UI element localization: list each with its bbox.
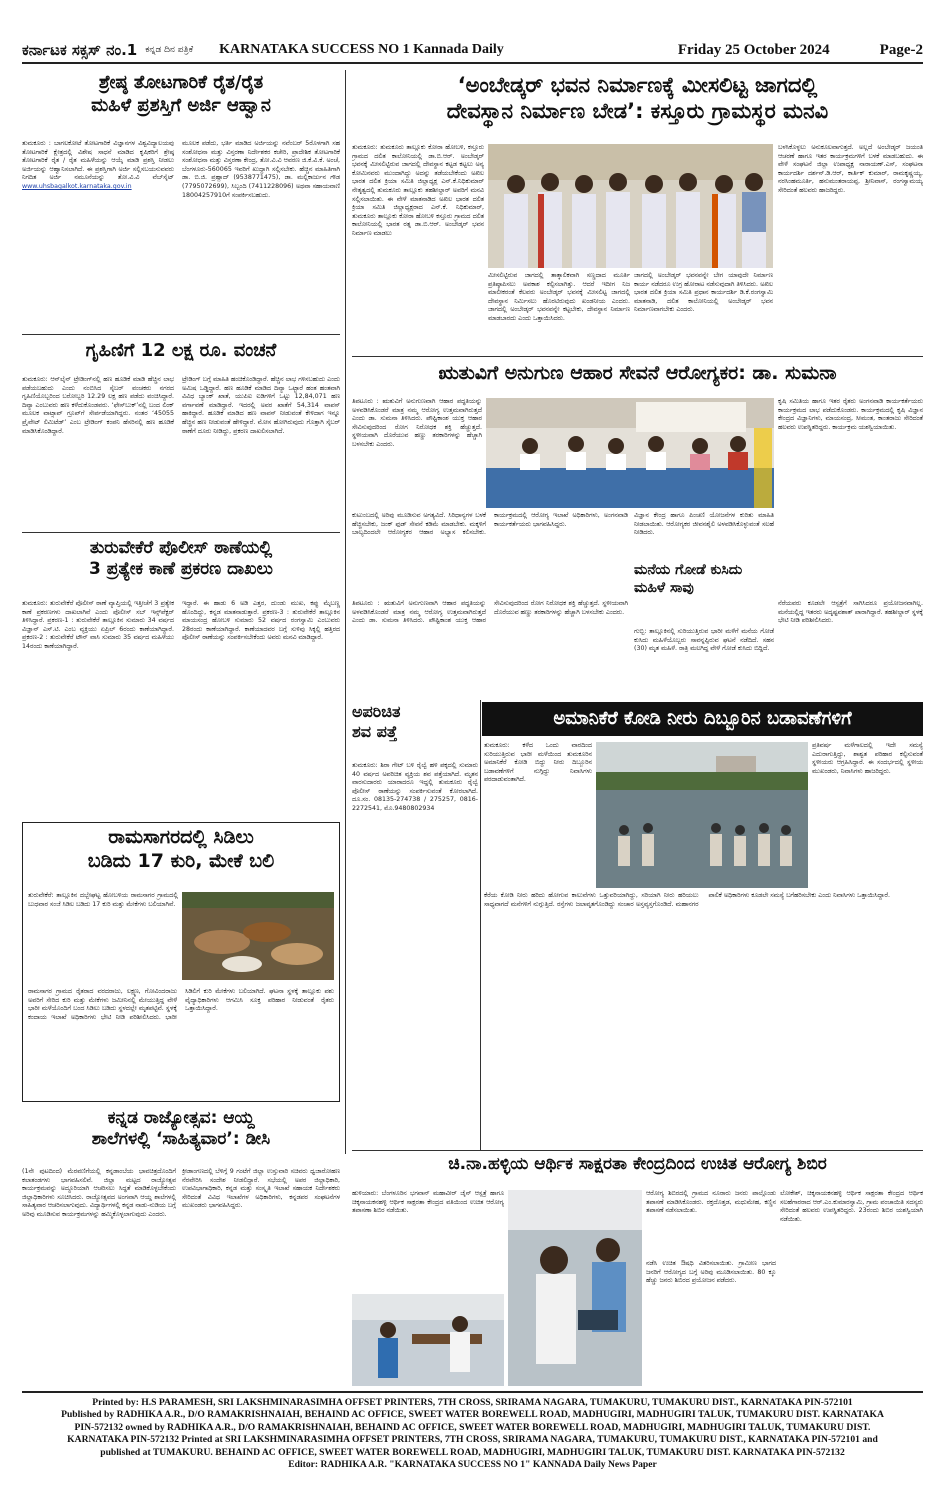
ambedkar-headline-line-1: ‘ಅಂಬೇಡ್ಕರ್ ಭವನ ನಿರ್ಮಾಣಕ್ಕೆ ಮೀಸಲಿಟ್ಟ ಜಾಗದಲ್ಲಿ [457, 73, 818, 97]
unknown-body-text [352, 762, 478, 1062]
issue-date: Friday 25 October 2024 [677, 41, 830, 58]
house-collapse-body-1: ಗುಬ್ಬಿ: ತಾಲ್ಲೂಕಿನಲ್ಲಿ ಸುರಿಯುತ್ತಿರುವ ಭಾರೀ ಮಳೆಗೆ ಮನೆಯ ಗೋಡೆ ಕುಸಿದು ಮಹಿಳೆಯೊಬ್ಬರು ಸಾವನ್ನಪ್ಪಿರುವ ಘಟನೆ ನಡೆದಿದೆ. ಸಹನ (30) ಮೃತ ಮಹಿಳೆ. ರಾತ್ರಿ ಮಲಗಿದ್ದ ವೇಳೆ ಗೋಡೆ ಕುಸಿದು ಬಿದ್ದಿದೆ. [634, 628, 774, 653]
footer-line-6: Editor: RADHIKA A.R. "KARNATAKA SUCCESS NO 1" KANNADA Daily News Paper [288, 1459, 657, 1471]
horticulture-body-2: ಮೂಲಕ ಪಡೆದು, ಭರ್ತಿ ಮಾಡಿದ ಅರ್ಜಿಯನ್ನು ನವೆಂಬರ್ 5ರೊಳಗಾಗಿ ಸಹ ಸಂಶೋಧನಾ ಮತ್ತು ವಿಸ್ತರಣಾ ನಿರ್ದೇಶಕರ ಕಚೇರಿ, ಪ್ರಾದೇಶಿಕ ತೋಟಗಾರಿಕೆ ಸಂಶೋಧನಾ ಮತ್ತು ವಿಸ್ತರಣಾ ಕೇಂದ್ರ, ತೋ.ವಿ.ವಿ ಆವರಣ ಜಿ.ಕೆ.ವಿ.ಕೆ. ಅಂಚೆ, ಬೆಂಗಳೂರು-560065 ಇವರಿಗೆ ಖುದ್ದಾಗಿ ಸಲ್ಲಿಸಬೇಕು. ಹೆಚ್ಚಿನ ಮಾಹಿತಿಗಾಗಿ ಡಾ. ಬಿ.ಜಿ. ಪ್ರಹ್ಲಾದ್ (9538771475), ಡಾ. ಮಲ್ಲಿಕಾರ್ಜುನ ಗೌಡ (7795072699), ಸಿಬ್ಬಂದಿ (7411228096) ಅಥವಾ ಸಹಾಯವಾಣಿ 18004257910ಗೆ ಸಂಪರ್ಕಿಸಬಹುದು. [182, 140, 340, 199]
flood-photo [596, 742, 808, 888]
fraud-body-2: ಟ್ರೇಡಿಂಗ್ ಬಗ್ಗೆ ಮಾಹಿತಿ ಹಂಚಿಕೊಂಡಿದ್ದಾರೆ. ಹೆಚ್ಚಿನ ಲಾಭ ಗಳಿಸಬಹುದು ಎಂದು ಅಮಿಷ ಒಡ್ಡಿದ್ದಾರೆ. ಹಣ ಹೂಡಿಕೆ ಮಾಡಿದ ದಿವ್ಯಾ ಒಟ್ಟಾರೆ ಹಂತ ಹಂತವಾಗಿ ವಿವಿಧ ಬ್ಯಾಂಕ್ ಖಾತೆ, ಯುಪಿಐ ಐಡಿಗಳಿಗೆ ಒಟ್ಟು 12,84,071 ಹಣ ವರ್ಗಾವಣೆ ಮಾಡಿದ್ದಾರೆ. ಇದರಲ್ಲಿ ಅವರ ಖಾತೆಗೆ 54,314 ವಾಪಸ್ ಹಾಕಿದ್ದಾರೆ. ಹೂಡಿಕೆ ಮಾಡಿದ ಹಣ ವಾಪಸ್ ನೀಡುವಂತೆ ಕೇಳಿದಾಗ ಇನ್ನೂ ಹೆಚ್ಚಿನ ಹಣ ನೀಡುವಂತೆ ಹೇಳಿದ್ದಾರೆ. ಮೋಸ ಹೋಗಿರುವುದು ಗೊತ್ತಾಗಿ ಸೈಬರ್ ಠಾಣೆಗೆ ದೂರು ನೀಡಿದ್ದು, ಪ್ರಕರಣ ದಾಖಲಿಸಲಾಗಿದೆ. [182, 376, 340, 435]
amanikere-headline: ಅಮಾನಿಕೆರೆ ಕೋಡಿ ನೀರು ದಿಬ್ಬೂರಿನ ಬಡಾವಣೆಗಳಿಗೆ [482, 702, 923, 736]
horticulture-headline-line-2: ಮಹಿಳೆ ಪ್ರಶಸ್ತಿಗೆ ಅರ್ಜಿ ಆಹ್ವಾನ [91, 94, 271, 116]
fraud-body-1: ತುಮಕೂರು: ಆನ್‌ಲೈನ್ ಟ್ರೇಡಿಂಗ್‌ನಲ್ಲಿ ಹಣ ಹೂಡಿಕೆ ಮಾಡಿ ಹೆಚ್ಚಿನ ಲಾಭ ಪಡೆಯಬಹುದು ಎಂದು ನಂಬಿಸಿದ ಸೈಬರ್ ವಂಚಕರು ನಗರದ ಗೃಹಿಣಿಯೊಬ್ಬರಿಂದ ಬರೋಬ್ಬರಿ 12.29 ಲಕ್ಷ ಹಣ ಪಡೆದು ವಂಚಿಸಿದ್ದಾರೆ. ದಿವ್ಯಾ ಎಂಬುವರು ಹಣ ಕಳೆದುಕೊಂಡವರು. ‘ಫೇಸ್‌ಬುಕ್’ನಲ್ಲಿ ಬಂದ ಲಿಂಕ್ ಮೂಲಕ ವಾಟ್ಸಾಪ್ ಗ್ರೂಪ್‌ಗೆ ಸೇರ್ಪಡೆಯಾಗಿದ್ದರು. ನಂತರ ‘45055 ಪ್ರೈವೇಟ್ ಲಿಮಿಟೆಡ್’ ಎಂಬ ಟ್ರೇಡಿಂಗ್ ಕಂಪನಿ ಹೆಸರಿನಲ್ಲಿ ಹಣ ಹೂಡಿಕೆ ಮಾಡಿಸಿಕೊಂಡಿದ್ದಾರೆ. [22, 376, 174, 435]
horticulture-body-1 [22, 140, 174, 330]
kannada-title: ಕರ್ನಾಟಕ ಸಕ್ಸಸ್ ನಂ.1 [22, 41, 138, 59]
amanikere-body-1: ತುಮಕೂರು: ಕಳೆದ ಒಂದು ವಾರದಿಂದ ಸುರಿಯುತ್ತಿರುವ ಭಾರೀ ಮಳೆಯಿಂದ ತುಮಕೂರಿನ ಅಮಾನಿಕೆರೆ ಕೋಡಿ ಬಿದ್ದು ನೀರು ದಿಬ್ಬೂರಿನ ಬಡಾವಣೆಗಳಿಗೆ ನುಗ್ಗಿದ್ದು ನಿವಾಸಿಗಳು ಪರದಾಡುವಂತಾಗಿದೆ. [484, 742, 592, 784]
column-rule [480, 700, 481, 1150]
footer-line-4: KARNATAKA PIN-572132 Printed at SRI LAKSHMINARASIMHA OFFSET PRINTERS, 7TH CROSS, SRIRAMA NAGARA, TUMAKURU, TUMAKURU DIST., KARNATAKA PIN-572101 and [67, 1434, 878, 1446]
lightning-headline [28, 826, 334, 884]
ambedkar-headline-line-2: ದೇವಸ್ಥಾನ ನಿರ್ಮಾಣ ಬೇಡ’: ಕಸ್ತೂರು ಗ್ರಾಮಸ್ಥರ ಮನವಿ [446, 99, 829, 124]
bp-check-photo [508, 1190, 642, 1386]
ambedkar-body-1: ತುಮಕೂರು: ತುಮಕೂರು ತಾಲ್ಲೂಕು ಕೋರಾ ಹೋಬಳಿ, ಕಸ್ತೂರು ಗ್ರಾಮದ ದಲಿತ ಕಾಲೋನಿಯಲ್ಲಿ ಡಾ.ಬಿ.ಆರ್. ಅಂಬೇಡ್ಕರ್ ಭವನಕ್ಕೆ ಮೀಸಲಿಟ್ಟಿರುವ ಜಾಗದಲ್ಲಿ ದೇವಸ್ಥಾನ ಕಟ್ಟಡ ಕಟ್ಟಲು ಅನ್ಯ ಕೋಮಿನವರು ಮುಂದಾಗಿದ್ದು ಅದನ್ನು ತಡೆಯಬೇಕೆಂದು ಅಖಿಲ ಭಾರತ ದಲಿತ ಕ್ರಿಯಾ ಸಮಿತಿ ಜಿಲ್ಲಾಧ್ಯಕ್ಷ ಎನ್.ಕೆ.ನಿಧಿಕುಮಾರ್ ನೇತೃತ್ವದಲ್ಲಿ ತುಮಕೂರು ತಾಲ್ಲೂಕು ತಹಶೀಲ್ದಾರ್ ಅವರಿಗೆ ಮನವಿ ಸಲ್ಲಿಸಲಾಯಿತು. ಈ ವೇಳೆ ಮಾತನಾಡಿದ ಅಖಿಲ ಭಾರತ ದಲಿತ ಕ್ರಿಯಾ ಸಮಿತಿ ಜಿಲ್ಲಾಧ್ಯಕ್ಷರಾದ ಎನ್.ಕೆ. ನಿಧಿಕುಮಾರ್, ತುಮಕೂರು ತಾಲ್ಲೂಕು ಕೋರಾ ಹೋಬಳಿ ಕಸ್ತೂರು ಗ್ರಾಮದ ದಲಿತ ಕಾಲೋನಿಯಲ್ಲಿ ಭಾರತ ರತ್ನ ಡಾ.ಬಿ.ಆರ್. ಅಂಬೇಡ್ಕರ್ ಭವನ ನಿರ್ಮಾಣ ಮಾಡಲು [352, 144, 484, 237]
footer-line-2: Published by RADHIKA A.R., D/O RAMAKRISHNAIAH, BEHAIND AC OFFICE, SWEET WATER BOREWELL ROAD, MADHUGIRI, MADHUGIRI TALUK, TUMAKURU DIST. KARNATAKA [61, 1409, 884, 1421]
unknown-body-body: ತುಮಕೂರು: ಶಿರಾ ಗೇಟ್ ಬಳಿ ರೈಲ್ವೆ ಹಳಿ ಪಕ್ಕದಲ್ಲಿ ಸುಮಾರು 40 ವರ್ಷದ ಅಪರಿಚಿತ ವ್ಯಕ್ತಿಯ ಶವ ಪತ್ತೆಯಾಗಿದೆ. ಮೃತನ ವಾರಸುದಾರರು ಯಾರಾದರೂ ಇದ್ದಲ್ಲಿ ತುಮಕೂರು ರೈಲ್ವೆ ಪೊಲೀಸ್ ಠಾಣೆಯನ್ನು ಸಂಪರ್ಕಿಸುವಂತೆ ಕೋರಲಾಗಿದೆ. [352, 762, 478, 795]
health-camp-body-1: ಹುಳಿಯಾರು: ಬೆಂಗಳೂರಿನ ಭಗವಾನ್ ಮಹಾವೀರ್ ಜೈನ್ ಆಸ್ಪತ್ರೆ ಹಾಗೂ ಚಿಕ್ಕನಾಯಕನಹಳ್ಳಿ ಆರ್ಥಿಕ ಸಾಕ್ಷರತಾ ಕೇಂದ್ರದ ವತಿಯಿಂದ ಉಚಿತ ಆರೋಗ್ಯ ತಪಾಸಣಾ ಶಿಬಿರ ನಡೆಯಿತು. [352, 1190, 504, 1215]
kannada-subtitle: ಕನ್ನಡ ದಿನ ಪತ್ರಿಕೆ [145, 45, 194, 55]
rajyotsava-headline-line-1: ಕನ್ನಡ ರಾಜ್ಯೋತ್ಸವ: ಆಯ್ದ [107, 1108, 255, 1128]
divider [22, 532, 340, 533]
unknown-body-headline [352, 702, 478, 758]
ambedkar-body-3: ಜಾಗದಲ್ಲಿ ಅಂಬೇಡ್ಕರ್ ಭವನವನ್ನೇ ಬೇಗ ಯಾವುದೇ ನಿರ್ಮಾಣ ಕಾರ್ಯ ನಡೆದರೂ ಉಗ್ರ ಹೋರಾಟ ನಡೆಸುವುದಾಗಿ ತಿಳಿಸಿದರು. ಅಖಿಲ ಭಾರತ ದಲಿತ ಕ್ರಿಯಾ ಸಮಿತಿ ಪ್ರಧಾನ ಕಾರ್ಯದರ್ಶಿ ಡಿ.ಕೆ.ರಂಗಸ್ವಾಮಿ ಮಾತನಾಡಿ, ದಲಿತ ಕಾಲೋನಿಯಲ್ಲಿ ಅಂಬೇಡ್ಕರ್ ಭವನ ನಿರ್ಮಾಣವಾಗಬೇಕು ಎಂದರು. [634, 272, 773, 314]
season-food-body-continued: ತಿಪಟೂರು : ಋತುವಿಗೆ ಅನುಗುಣವಾಗಿ ಆಹಾರ ಪದ್ಧತಿಯನ್ನು ಅಳವಡಿಸಿಕೊಂಡರೆ ಮಾತ್ರ ನಮ್ಮ ಆರೋಗ್ಯ ಉತ್ತಮವಾಗಿರುತ್ತದೆ ಎಂದು ಡಾ. ಸುಮನಾ ತಿಳಿಸಿದರು. ಪೌಷ್ಟಿಕಾಂಶ ಯುಕ್ತ ಆಹಾರ ಸೇವಿಸುವುದರಿಂದ ರೋಗ ನಿರೋಧಕ ಶಕ್ತಿ ಹೆಚ್ಚುತ್ತದೆ. ಸ್ಥಳೀಯವಾಗಿ ದೊರೆಯುವ ಹಣ್ಣು ತರಕಾರಿಗಳನ್ನು ಹೆಚ್ಚಾಗಿ ಬಳಸಬೇಕು ಎಂದರು. [352, 600, 628, 625]
horticulture-url[interactable]: www.uhsbagalkot.karnataka.gov.in [22, 182, 132, 190]
rajyotsava-headline [22, 1108, 340, 1164]
page-number: Page-2 [879, 41, 923, 58]
horticulture-headline [22, 72, 340, 128]
house-collapse-headline: ಮನೆಯ ಗೋಡೆ ಕುಸಿದು ಮಹಿಳೆ ಸಾವು [634, 562, 743, 596]
imprint-footer [22, 1391, 923, 1495]
divider [22, 334, 340, 335]
police-body-2: ಇದ್ದಾರೆ. ಈ ಹಾಡು 6 ಅಡಿ ಎತ್ತರ, ದುಂಡು ಮುಖ, ಕಪ್ಪು ಮೈಬಣ್ಣ ಹೊಂದಿದ್ದು, ಕನ್ನಡ ಮಾತನಾಡುತ್ತಾರೆ. ಪ್ರಕರಣ-3 : ತುರುವೇಕೆರೆ ತಾಲ್ಲೂಕಿನ ಮಾಯಸಂದ್ರ ಹೋಬಳಿ ಸುಮಾರು 52 ವರ್ಷದ ರಂಗಸ್ವಾಮಿ ಎಂಬುವರು 28ರಂದು ಕಾಣೆಯಾಗಿದ್ದಾರೆ. ಕಾಣೆಯಾದವರ ಬಗ್ಗೆ ಸುಳಿವು ಸಿಕ್ಕಲ್ಲಿ ಹತ್ತಿರದ ಪೊಲೀಸ್ ಠಾಣೆಯನ್ನು ಸಂಪರ್ಕಿಸಬೇಕೆಂದು ಅವರು ಮನವಿ ಮಾಡಿದ್ದಾರೆ. [182, 600, 340, 642]
unknown-body-headline-line-2: ಶವ ಪತ್ತೆ [352, 722, 398, 741]
group-photo [488, 144, 773, 268]
checkup-photo [352, 1294, 504, 1386]
divider [352, 1150, 923, 1151]
amanikere-body-2: ಕೆರೆಯ ಕೋಡಿ ನೀರು ಹರಿದು ಹೋಗುವ ಕಾಲುವೆಗಳು ಒತ್ತುವರಿಯಾಗಿದ್ದು, ಸರಿಯಾಗಿ ನೀರು ಹರಿಯಲು ಸಾಧ್ಯವಾಗದೆ ಮನೆಗಳಿಗೆ ನುಗ್ಗುತ್ತಿದೆ. ರಸ್ತೆಗಳು ಜಲಾವೃತಗೊಂಡಿದ್ದು ಸಂಚಾರ ಅಸ್ತವ್ಯಸ್ತಗೊಂಡಿದೆ. ಮಹಾನಗರ ಪಾಲಿಕೆ ಅಧಿಕಾರಿಗಳು ಕೂಡಲೇ ಸಮಸ್ಯೆ ಬಗೆಹರಿಸಬೇಕು ಎಂದು ನಿವಾಸಿಗಳು ಒತ್ತಾಯಿಸಿದ್ದಾರೆ. [484, 892, 890, 908]
ambedkar-headline [352, 72, 923, 136]
ambedkar-body-2: ಮೀಸಲಿಟ್ಟಿರುವ ಜಾಗದಲ್ಲಿ ತಾತ್ಕಾಲಿಕವಾಗಿ ಸಣ್ಣದಾದ ಮೂರ್ತಿ ಪ್ರತಿಷ್ಠಾಪಿಸಲು ಅವಕಾಶ ಕಲ್ಪಿಸಲಾಗಿತ್ತು. ಆದರೆ ಇದೀಗ ನಿಜ ಮಾಲೀಕರಂತೆ ಕೆಲವರು ಅಂಬೇಡ್ಕರ್ ಭವನಕ್ಕೆ ಮೀಸಲಿಟ್ಟ ಜಾಗದಲ್ಲಿ ದೇವಸ್ಥಾನ ನಿರ್ಮಿಸಲು ಹೊರಟಿರುವುದು ಖಂಡನೀಯ ಎಂದರು. ಜಾಗದಲ್ಲಿ ಅಂಬೇಡ್ಕರ್ ಭವನವನ್ನೇ ಕಟ್ಟಬೇಕು, ದೇವಸ್ಥಾನ ನಿರ್ಮಾಣ ಮಾಡಬಾರದು ಎಂದು ಒತ್ತಾಯಿಸಿದರು. [488, 272, 630, 322]
unknown-body-contact: ದೂ.ಸಂ. 08135-274738 / 275257, 0816-2272541, ಮೊ.9480802934 [352, 796, 478, 812]
house-collapse-body-2: ನೆರೆಯವರು ಕೂಡಲೇ ಆಸ್ಪತ್ರೆಗೆ ಸಾಗಿಸಿದರೂ ಪ್ರಯೋಜನವಾಗಿಲ್ಲ. ಮನೆಯಲ್ಲಿದ್ದ ಇತರರು ಅದೃಷ್ಟವಶಾತ್ ಪಾರಾಗಿದ್ದಾರೆ. ತಹಶೀಲ್ದಾರ್ ಸ್ಥಳಕ್ಕೆ ಭೇಟಿ ನೀಡಿ ಪರಿಶೀಲಿಸಿದರು. [778, 600, 923, 625]
lightning-headline-line-1: ರಾಮಸಾಗರದಲ್ಲಿ ಸಿಡಿಲು [108, 826, 254, 848]
lightning-body-1: ತುರುವೇಕೆರೆ: ತಾಲ್ಲೂಕಿನ ದಬ್ಬೇಘಟ್ಟ ಹೋಬಳಿಯ ರಾಮಸಾಗರ ಗ್ರಾಮದಲ್ಲಿ ಬುಧವಾರ ಸಂಜೆ ಸಿಡಿಲ ಬಡಿದು 17 ಕುರಿ ಮತ್ತು ಮೇಕೆಗಳು ಬಲಿಯಾಗಿವೆ. [28, 892, 178, 908]
rajyotsava-body-1: (1ನೇ ಪುಟದಿಂದ) ಮೆರವಣಿಗೆಯಲ್ಲಿ ಕನ್ನಡಾಂಬೆಯ ಭಾವಚಿತ್ರದೊಂದಿಗೆ ಕಲಾತಂಡಗಳು ಭಾಗವಹಿಸಲಿವೆ. ಜಿಲ್ಲಾ ಮಟ್ಟದ ರಾಜ್ಯೋತ್ಸವ ಕಾರ್ಯಕ್ರಮವನ್ನು ಅದ್ಧೂರಿಯಾಗಿ ಆಚರಿಸಲು ಸಿದ್ಧತೆ ಮಾಡಿಕೊಳ್ಳಬೇಕೆಂದು ಜಿಲ್ಲಾಧಿಕಾರಿಗಳು ಸೂಚಿಸಿದರು. ರಾಜ್ಯೋತ್ಸವದ ಅಂಗವಾಗಿ ಆಯ್ದ ಶಾಲೆಗಳಲ್ಲಿ ಸಾಹಿತ್ಯವಾರ ಆಚರಿಸಲಾಗುವುದು. ವಿದ್ಯಾರ್ಥಿಗಳಲ್ಲಿ ಕನ್ನಡ ನಾಡು-ನುಡಿಯ ಬಗ್ಗೆ ಅರಿವು ಮೂಡಿಸುವ ಕಾರ್ಯಕ್ರಮಗಳನ್ನು ಹಮ್ಮಿಕೊಳ್ಳಲಾಗುವುದು ಎಂದರು. [22, 1168, 176, 1218]
health-camp-body-2: ಆರೋಗ್ಯ ಶಿಬಿರದಲ್ಲಿ ಗ್ರಾಮದ ನೂರಾರು ಜನರು ಪಾಲ್ಗೊಂಡು ತಪಾಸಣೆ ಮಾಡಿಸಿಕೊಂಡರು. ರಕ್ತದೊತ್ತಡ, ಮಧುಮೇಹ, ಕಣ್ಣಿನ ತಪಾಸಣೆ ನಡೆಸಲಾಯಿತು. [646, 1190, 776, 1215]
season-food-headline: ಋತುವಿಗೆ ಅನುಗುಣ ಆಹಾರ ಸೇವನೆ ಆರೋಗ್ಯಕರ: ಡಾ. ಸುಮನಾ [438, 362, 837, 384]
season-food-body-3: ವಿಜ್ಞಾನ ಕೇಂದ್ರ ಹಾಗೂ ಪಿಂಚಣಿ ಯೋಜನೆಗಳ ಕುರಿತು ಮಾಹಿತಿ ನೀಡಲಾಯಿತು. ಆರೋಗ್ಯಕರ ಜೀವನಶೈಲಿ ಅಳವಡಿಸಿಕೊಳ್ಳುವಂತೆ ಸಲಹೆ ನೀಡಿದರು. [634, 512, 774, 537]
unknown-body-headline-line-1: ಅಪರಿಚಿತ [352, 702, 401, 721]
footer-line-3: PIN-572132 owned by RADHIKA A.R., D/O RAMAKRISHNAIAH, BEHAIND AC OFFICE, SWEET WATER BOREWELL ROAD, MADHUGIRI, MADHUGIRI TALUK, TUMAKURU DIST. [74, 1421, 871, 1433]
lightning-body-2: ರಾಮಸಾಗರ ಗ್ರಾಮದ ರೈತರಾದ ವರದರಾಜು, ಲಕ್ಷ್ಮಣ, ಗೋವಿಂದರಾಜು ಅವರಿಗೆ ಸೇರಿದ ಕುರಿ ಮತ್ತು ಮೇಕೆಗಳು ಜಮೀನಿನಲ್ಲಿ ಮೇಯುತ್ತಿದ್ದ ವೇಳೆ ಭಾರೀ ಮಳೆಯೊಂದಿಗೆ ಬಂದ ಸಿಡಿಲು ಬಡಿದು ಸ್ಥಳದಲ್ಲೇ ಮೃತಪಟ್ಟಿವೆ. ಸ್ಥಳಕ್ಕೆ ಕಂದಾಯ ಇಲಾಖೆ ಅಧಿಕಾರಿಗಳು ಭೇಟಿ ನೀಡಿ ಪರಿಶೀಲಿಸಿದರು. ಭಾರೀ ಸಿಡಿಲಿಗೆ ಕುರಿ ಮೇಕೆಗಳು ಬಲಿಯಾಗಿದೆ. ಘಟನಾ ಸ್ಥಳಕ್ಕೆ ತಾಲ್ಲೂಕು ಪಶು ವೈದ್ಯಾಧಿಕಾರಿಗಳು ಆಗಮಿಸಿ ಸೂಕ್ತ ಪರಿಹಾರ ನೀಡುವಂತೆ ರೈತರು ಒತ್ತಾಯಿಸಿದ್ದಾರೆ. [28, 988, 334, 1021]
rajyotsava-body-2: ಕ್ರೀಡಾಂಗಣದಲ್ಲಿ ಬೆಳಿಗ್ಗೆ 9 ಗಂಟೆಗೆ ಜಿಲ್ಲಾ ಉಸ್ತುವಾರಿ ಸಚಿವರು ಧ್ವಜಾರೋಹಣ ನೆರವೇರಿಸಿ ಸಂದೇಶ ನೀಡಲಿದ್ದಾರೆ. ಸಭೆಯಲ್ಲಿ ಅಪರ ಜಿಲ್ಲಾಧಿಕಾರಿ, ಉಪವಿಭಾಗಾಧಿಕಾರಿ, ಕನ್ನಡ ಮತ್ತು ಸಂಸ್ಕೃತಿ ಇಲಾಖೆ ಸಹಾಯಕ ನಿರ್ದೇಶಕರು ಸೇರಿದಂತೆ ವಿವಿಧ ಇಲಾಖೆಗಳ ಅಧಿಕಾರಿಗಳು, ಕನ್ನಡಪರ ಸಂಘಟನೆಗಳ ಮುಖಂಡರು ಭಾಗವಹಿಸಿದ್ದರು. [182, 1168, 340, 1210]
season-food-body-4: ಕೃಷಿ ಸಮಿತಿಯ ಹಾಗೂ ಇತರ ರೈತರು ಅಂಗನವಾಡಿ ಕಾರ್ಯಕರ್ತೆಯರು ಕಾರ್ಯಕ್ರಮದ ಲಾಭ ಪಡೆದುಕೊಂಡರು. ಕಾರ್ಯಕ್ರಮದಲ್ಲಿ ಕೃಷಿ ವಿಜ್ಞಾನ ಕೇಂದ್ರದ ವಿಜ್ಞಾನಿಗಳು, ಮಾಯಸಂದ್ರ, ಸೀಮಂತ, ಕಾಂತರಾಜು ಸೇರಿದಂತೆ ಹಲವರು ಉಪಸ್ಥಿತರಿದ್ದರು. ಕಾರ್ಯಕ್ರಮ ಯಶಸ್ವಿಯಾಯಿತು. [778, 398, 923, 431]
column-rule [345, 70, 346, 1154]
police-headline-line-1: ತುರುವೇಕೆರೆ ಪೊಲೀಸ್ ಠಾಣೆಯಲ್ಲಿ [89, 538, 273, 558]
dead-sheep-photo [182, 892, 334, 980]
lightning-headline-line-2: ಬಡಿದು 17 ಕುರಿ, ಮೇಕೆ ಬಲಿ [87, 849, 275, 872]
horticulture-headline-line-1: ಶ್ರೇಷ್ಠ ತೋಟಗಾರಿಕೆ ರೈತ/ರೈತ [98, 72, 264, 93]
police-headline [22, 538, 340, 596]
season-food-body-2: ಕುಟುಂಬದಲ್ಲಿ ಅರಿವು ಮೂಡಿಸುವ ಅಗತ್ಯವಿದೆ. ಸಿರಿಧಾನ್ಯಗಳ ಬಳಕೆ ಹೆಚ್ಚಿಸಬೇಕು, ಜಂಕ್ ಫುಡ್ ಸೇವನೆ ಕಡಿಮೆ ಮಾಡಬೇಕು. ಮಕ್ಕಳಿಗೆ ಬಾಲ್ಯದಿಂದಲೇ ಆರೋಗ್ಯಕರ ಆಹಾರ ಅಭ್ಯಾಸ ಕಲಿಸಬೇಕು. ಕಾರ್ಯಕ್ರಮದಲ್ಲಿ ಆರೋಗ್ಯ ಇಲಾಖೆ ಅಧಿಕಾರಿಗಳು, ಅಂಗನವಾಡಿ ಕಾರ್ಯಕರ್ತೆಯರು ಭಾಗವಹಿಸಿದ್ದರು. [352, 512, 628, 537]
amanikere-body-3: ಪ್ರತಿವರ್ಷ ಮಳೆಗಾಲದಲ್ಲಿ ಇದೇ ಸಮಸ್ಯೆ ಎದುರಾಗುತ್ತಿದ್ದು, ಶಾಶ್ವತ ಪರಿಹಾರ ಕಲ್ಪಿಸುವಂತೆ ಸ್ಥಳೀಯರು ಆಗ್ರಹಿಸಿದ್ದಾರೆ. ಈ ಸಂದರ್ಭದಲ್ಲಿ ಸ್ಥಳೀಯ ಮುಖಂಡರು, ನಿವಾಸಿಗಳು ಹಾಜರಿದ್ದರು. [812, 742, 923, 775]
horticulture-text-1: ತುಮಕೂರು : ಬಾಗಲಕೋಟೆ ತೋಟಗಾರಿಕೆ ವಿಜ್ಞಾನಗಳ ವಿಶ್ವವಿದ್ಯಾಲಯವು ತೋಟಗಾರಿಕೆ ಕ್ಷೇತ್ರದಲ್ಲಿ ವಿಶೇಷ ಸಾಧನೆ ಮಾಡಿದ ಕೃಷಿಕರಿಗೆ ಶ್ರೇಷ್ಠ ತೋಟಗಾರಿಕೆ ರೈತ / ರೈತ ಮಹಿಳೆಯನ್ನು ಆಯ್ಕೆ ಮಾಡಿ ಪ್ರಶಸ್ತಿ ನೀಡಲು ಅರ್ಜಿಯನ್ನು ಆಹ್ವಾನಿಸಲಾಗಿದೆ. ಈ ಪ್ರಶಸ್ತಿಗಾಗಿ ಅರ್ಜಿ ಸಲ್ಲಿಸಬಯಸುವವರು ನಿಗದಿತ ಅರ್ಜಿ ನಮೂನೆಯನ್ನು ತೋ.ವಿ.ವಿ ವೆಬ್‌ಸೈಟ್ [22, 140, 174, 182]
health-camp-headline: ಚಿ.ನಾ.ಹಳ್ಳಿಯ ಆರ್ಥಿಕ ಸಾಕ್ಷರತಾ ಕೇಂದ್ರದಿಂದ ಉಚಿತ ಆರೋಗ್ಯ ಶಿಬಿರ [448, 1154, 827, 1174]
police-headline-line-2: 3 ಪ್ರತ್ಯೇಕ ಕಾಣೆ ಪ್ರಕರಣ ದಾಖಲು [89, 559, 273, 580]
rajyotsava-headline-line-2: ಶಾಲೆಗಳಲ್ಲಿ ‘ಸಾಹಿತ್ಯವಾರ’: ಡೀಸಿ [91, 1129, 271, 1150]
fraud-headline: ಗೃಹಿಣಿಗೆ 12 ಲಕ್ಷ ರೂ. ವಂಚನೆ [85, 340, 277, 361]
english-title: KARNATAKA SUCCESS NO 1 Kannada Daily [219, 42, 504, 57]
ambedkar-body-4: ಬಳಸಿಕೊಳ್ಳಲು ಅನುಕೂಲವಾಗುತ್ತದೆ. ಅಲ್ಲದೆ ಅಂಬೇಡ್ಕರ್ ಜಯಂತಿ ಆಚರಣೆ ಹಾಗೂ ಇತರ ಕಾರ್ಯಕ್ರಮಗಳಿಗೆ ಬಳಕೆ ಮಾಡಬಹುದು. ಈ ವೇಳೆ ಸಂಘಟನೆ ಜಿಲ್ಲಾ ಉಪಾಧ್ಯಕ್ಷ ನಾರಾಯಣ್.ಎಸ್, ಸಂಘಟನಾ ಕಾರ್ಯದರ್ಶಿ ದರ್ಶನ್.ಡಿ.ಆರ್, ಕಾರ್ತಿಕ್ ಕುಮಾರ್, ರಾಮಕೃಷ್ಣಯ್ಯ, ನರಸಿಂಹಮೂರ್ತಿ, ಹನುಮಂತರಾಯಪ್ಪ, ಶ್ರೀನಿವಾಸ್, ರಂಗಸ್ವಾಮಯ್ಯ ಸೇರಿದಂತೆ ಹಲವರು ಹಾಜರಿದ್ದರು. [778, 144, 923, 194]
footer-line-1: Printed by: H.S PARAMESH, SRI LAKSHMINARASIMHA OFFSET PRINTERS, 7TH CROSS, SRIRAMA NAGARA, TUMAKURU, TUMAKURU DIST., KARNATAKA PIN-572101 [92, 1397, 853, 1408]
season-food-body-1: ತಿಪಟೂರು : ಋತುವಿಗೆ ಅನುಗುಣವಾಗಿ ಆಹಾರ ಪದ್ಧತಿಯನ್ನು ಅಳವಡಿಸಿಕೊಂಡರೆ ಮಾತ್ರ ನಮ್ಮ ಆರೋಗ್ಯ ಉತ್ತಮವಾಗಿರುತ್ತದೆ ಎಂದು ಡಾ. ಸುಮನಾ ತಿಳಿಸಿದರು. ಪೌಷ್ಟಿಕಾಂಶ ಯುಕ್ತ ಆಹಾರ ಸೇವಿಸುವುದರಿಂದ ರೋಗ ನಿರೋಧಕ ಶಕ್ತಿ ಹೆಚ್ಚುತ್ತದೆ. ಸ್ಥಳೀಯವಾಗಿ ದೊರೆಯುವ ಹಣ್ಣು ತರಕಾರಿಗಳನ್ನು ಹೆಚ್ಚಾಗಿ ಬಳಸಬೇಕು ಎಂದರು. [352, 398, 482, 448]
health-camp-body-4: ಲೋಕೇಶ್, ಚಿಕ್ಕನಾಯಕನಹಳ್ಳಿ ಆರ್ಥಿಕ ಸಾಕ್ಷರತಾ ಕೇಂದ್ರದ ಆರ್ಥಿಕ ಸಲಹೆಗಾರರಾದ ಆರ್.ಎಂ.ಕುಮಾರಸ್ವಾಮಿ, ಗ್ರಾಮ ಪಂಚಾಯಿತಿ ಸದಸ್ಯರು ಸೇರಿದಂತೆ ಹಲವರು ಉಪಸ್ಥಿತರಿದ್ದರು. 23ರಂದು ಶಿಬಿರ ಯಶಸ್ವಿಯಾಗಿ ನಡೆಯಿತು. [780, 1190, 923, 1223]
health-camp-body-3: ನಡೆಸಿ ಉಚಿತ ಔಷಧಿ ವಿತರಿಸಲಾಯಿತು. ಗ್ರಾಮೀಣ ಭಾಗದ ಜನರಿಗೆ ಆರೋಗ್ಯದ ಬಗ್ಗೆ ಅರಿವು ಮೂಡಿಸಲಾಯಿತು. 80 ಕ್ಕೂ ಹೆಚ್ಚು ಜನರು ಶಿಬಿರದ ಪ್ರಯೋಜನ ಪಡೆದರು. [646, 1260, 776, 1285]
police-body-1: ತುಮಕೂರು: ತುರುವೇಕೆರೆ ಪೊಲೀಸ್ ಠಾಣೆ ವ್ಯಾಪ್ತಿಯಲ್ಲಿ ಇತ್ತೀಚೆಗೆ 3 ಪ್ರತ್ಯೇಕ ಕಾಣೆ ಪ್ರಕರಣಗಳು ದಾಖಲಾಗಿವೆ ಎಂದು ಪೊಲೀಸ್ ಸಬ್ ಇನ್ಸ್‌ಪೆಕ್ಟರ್ ತಿಳಿಸಿದ್ದಾರೆ. ಪ್ರಕರಣ-1 : ತುರುವೇಕೆರೆ ತಾಲ್ಲೂಕಿನ ಸುಮಾರು 34 ವರ್ಷದ ವಿಜ್ಞಾನ್ ಎಸ್.ಟಿ. ಎಂಬ ವ್ಯಕ್ತಿಯು ಏಪ್ರಿಲ್ 6ರಂದು ಕಾಣೆಯಾಗಿದ್ದಾರೆ. ಪ್ರಕರಣ-2 : ತುರುವೇಕೆರೆ ಟೌನ್ ವಾಸಿ ಸುಮಾರು 35 ವರ್ಷದ ಮಹಿಳೆಯು 14ರಂದು ಕಾಣೆಯಾಗಿದ್ದಾರೆ. [22, 600, 174, 650]
divider [352, 356, 923, 357]
footer-line-5: published at TUMAKURU. BEHAIND AC OFFICE, SWEET WATER BOREWELL ROAD, MADHUGIRI, MADHUGIRI TALUK, TUMAKURU DIST. KARNATAKA PIN-572132 [100, 1446, 845, 1458]
stage-photo [486, 398, 774, 508]
masthead [22, 38, 923, 64]
